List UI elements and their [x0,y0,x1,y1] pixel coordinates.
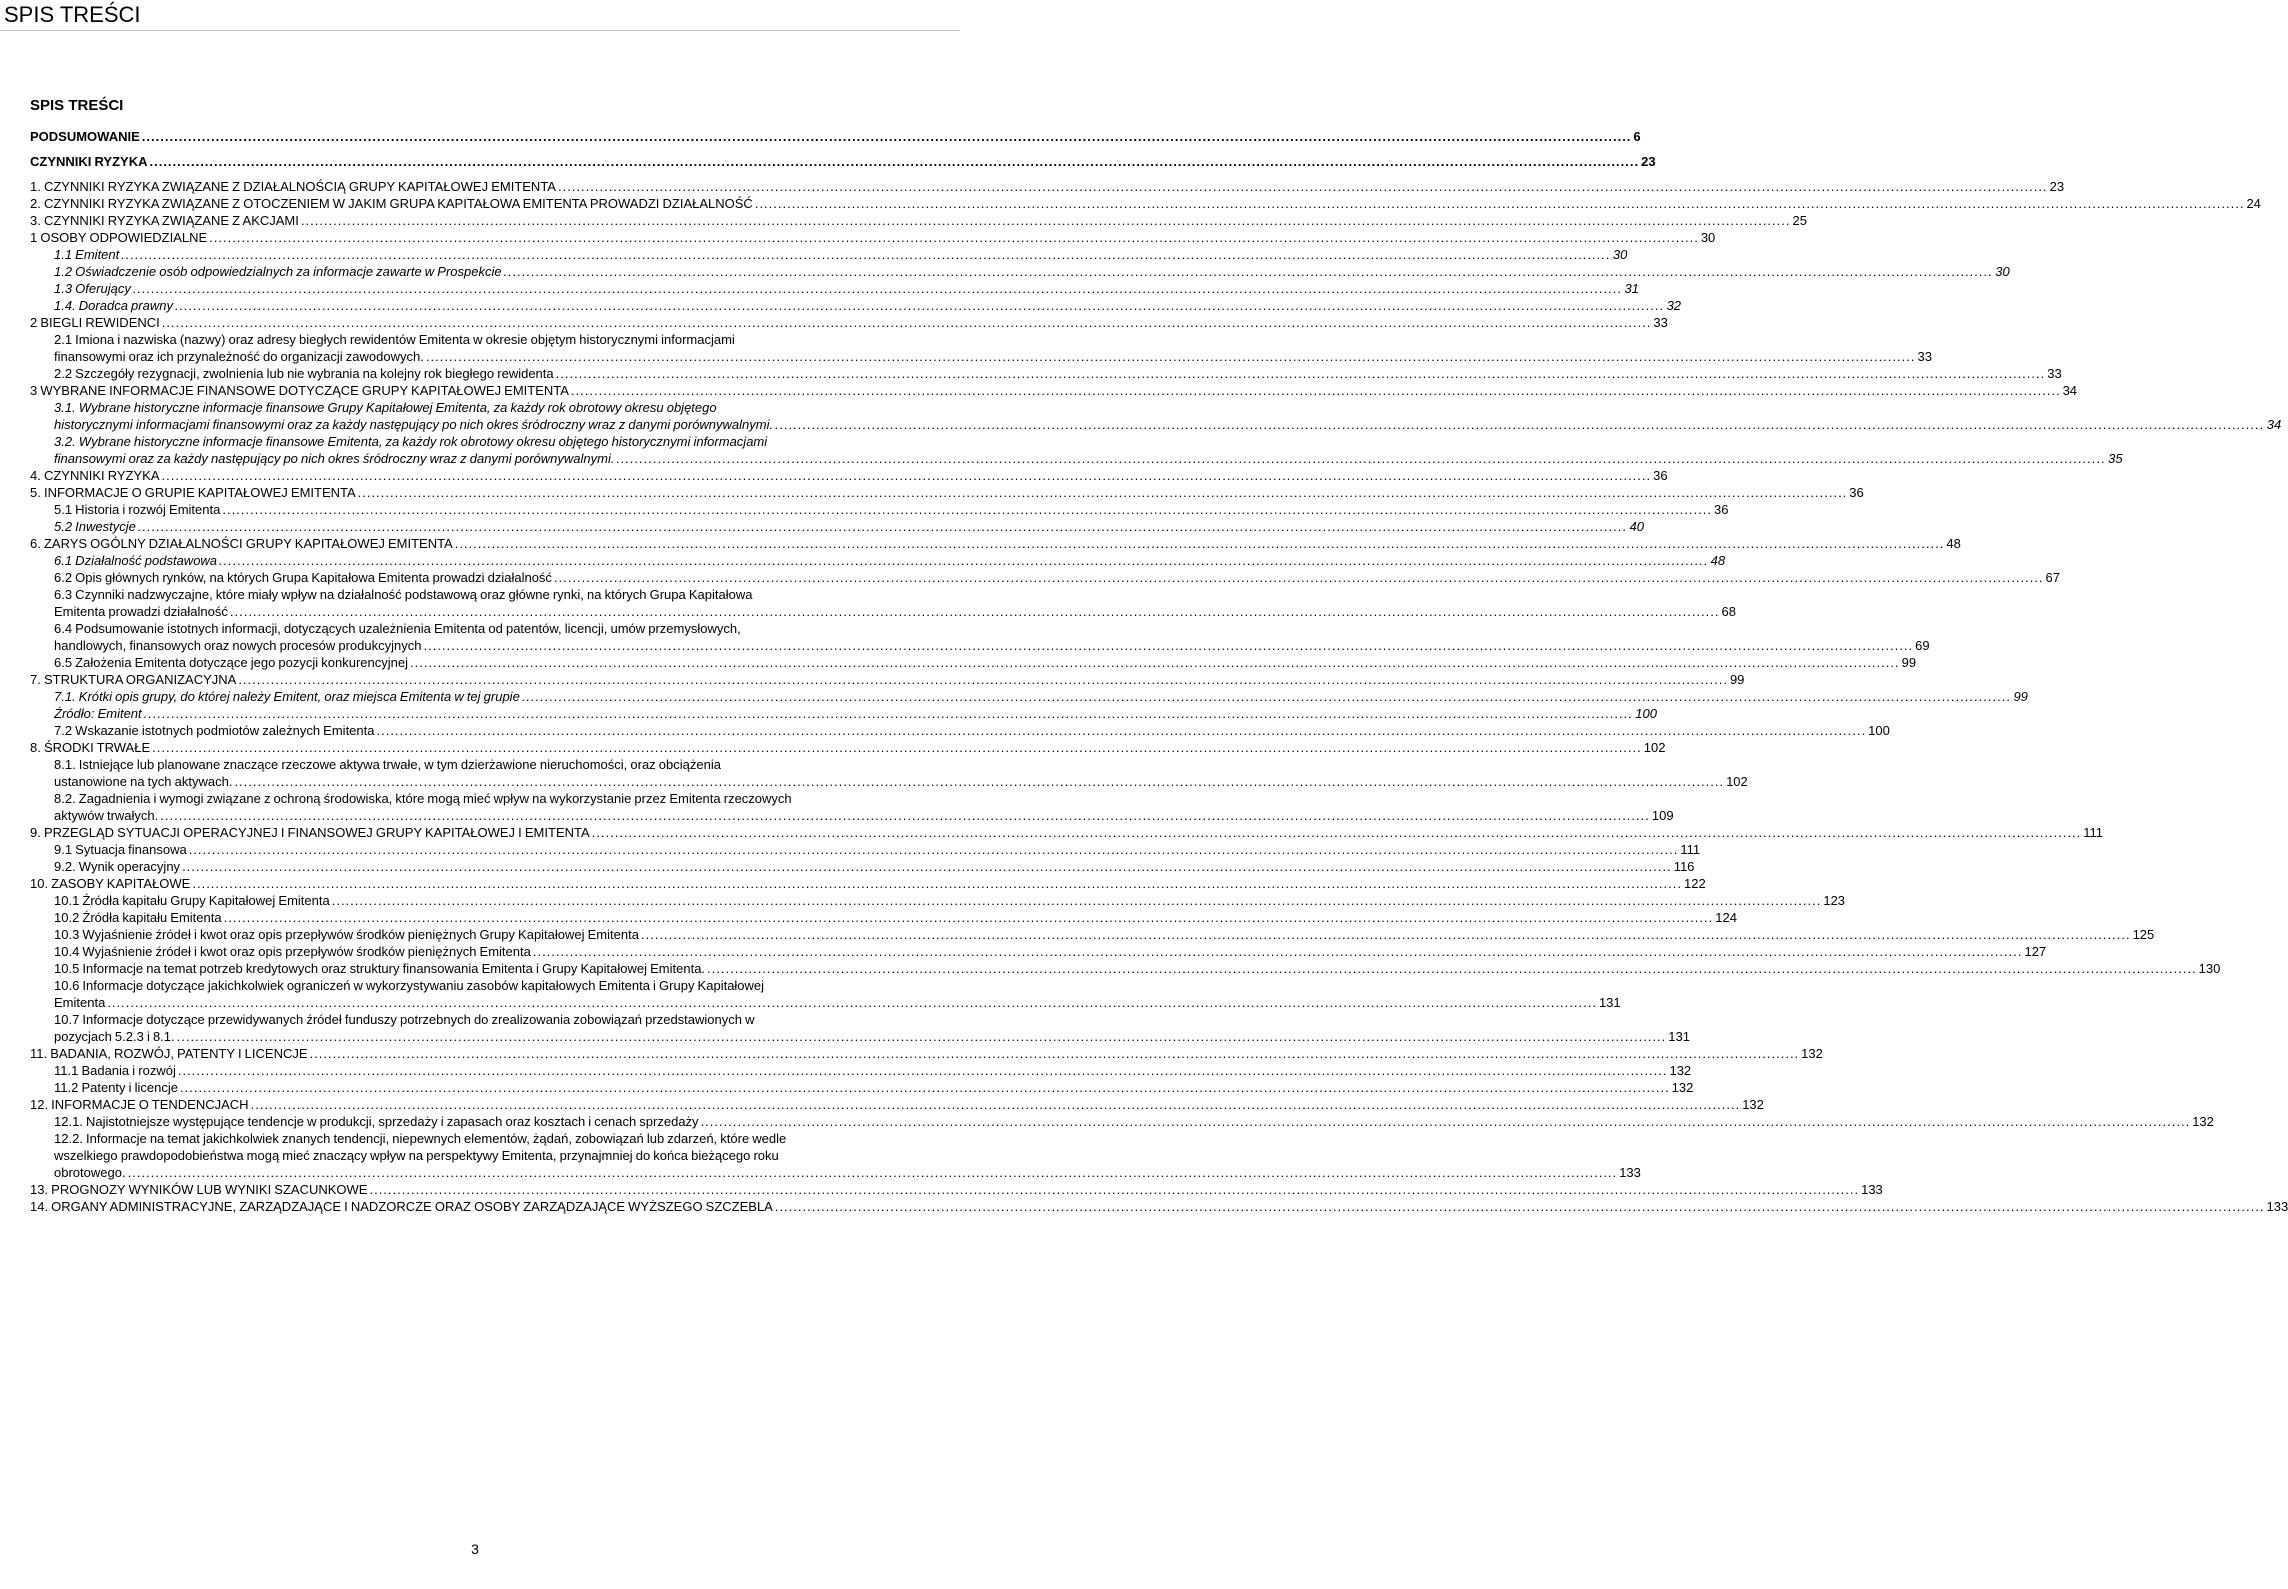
toc-entry-page: 33 [1917,349,1932,364]
dot-leader [128,1164,1618,1181]
toc-entry[interactable] [30,314,1668,331]
dot-leader [234,773,1724,790]
toc-entry-page: 102 [1726,774,1748,789]
toc-entry[interactable] [30,153,1656,171]
dot-leader [775,1198,2265,1215]
toc-entry-title-line: 6.4 Podsumowanie istotnych informacji, dotyczących uzależnienia Emitenta od patentów, licencji, umów przemysłowych, [54,621,741,636]
toc-entry-page: 24 [2246,196,2261,211]
toc-entry-page: 69 [1915,638,1930,653]
table-of-contents [30,128,2288,1215]
toc-entry-title: 9.1 Sytuacja finansowa [54,842,187,857]
toc-entry-page: 99 [1729,672,1745,687]
toc-entry-title-line: 8.2. Zagadnienia i wymogi związane z ochroną środowiska, które mogą mieć wpływ na wykorzystanie przez Emitenta rzeczowych [54,791,792,806]
toc-entry-page: 133 [2266,1199,2288,1214]
toc-entry-page: 131 [1598,995,1621,1010]
dot-leader [162,467,1652,484]
toc-entry-title: 11. BADANIA, ROZWÓJ, PATENTY I LICENCJE [30,1046,308,1061]
dot-leader [121,246,1611,263]
toc-entry-page: 25 [1792,213,1807,228]
toc-entry-title: 10.3 Wyjaśnienie źródeł i kwot oraz opis przepływów środków pieniężnych Grupy Kapitałowej Emitenta [54,927,639,942]
toc-entry[interactable] [54,790,1674,824]
toc-entry-page: 132 [1742,1097,1764,1112]
toc-entry-page: 33 [2047,366,2062,381]
toc-entry[interactable] [30,739,1666,756]
toc-entry-title-line: 3.2. Wybrane historyczne informacje finansowe Emitenta, za każdy rok obrotowy okresu objętego historycznymi informacjami [54,434,768,449]
toc-entry-title: 6.5 Założenia Emitenta dotyczące jego pozycji konkurencyjnej [54,655,408,670]
toc-entry[interactable] [30,1181,1883,1198]
toc-heading: SPIS TREŚCI [30,97,124,114]
toc-entry-title: 10.4 Wyjaśnienie źródeł i kwot oraz opis przepływów środków pieniężnych Emitenta [54,944,531,959]
toc-entry-title: finansowymi oraz za każdy następujący po nich okres śródroczny wraz z danymi porównywalnymi. [54,451,615,466]
toc-entry-title: 1. CZYNNIKI RYZYKA ZWIĄZANE Z DZIAŁALNOŚCIĄ GRUPY KAPITAŁOWEJ EMITENTA [30,179,556,194]
toc-entry-page: 33 [1653,315,1668,330]
toc-entry-title: 1.3 Oferujący [54,281,131,296]
toc-entry-page: 30 [1612,247,1628,262]
dot-leader [230,603,1720,620]
dot-leader [189,841,1679,858]
toc-entry-title: 7.1. Krótki opis grupy, do której należy Emitent, oraz miejsca Emitenta w tej grupie [54,689,520,704]
toc-entry-title: 1 OSOBY ODPOWIEDZIALNE [30,230,208,245]
toc-entry-title: 1.1 Emitent [54,247,120,262]
dot-leader [455,535,1945,552]
toc-entry[interactable] [54,1113,2214,1130]
toc-entry-title: 1.4. Doradca prawny [54,298,173,313]
toc-entry[interactable] [30,671,1745,688]
dot-leader [222,501,1712,518]
toc-entry[interactable] [30,178,2065,195]
toc-entry-title: Emitenta prowadzi działalność [54,604,228,619]
toc-entry[interactable] [30,1096,1764,1113]
toc-entry-page: 130 [2198,961,2221,976]
toc-entry[interactable] [30,535,1961,552]
dot-leader [180,1079,1670,1096]
toc-entry[interactable] [30,467,1668,484]
toc-entry[interactable] [30,212,1807,229]
dot-leader [377,722,1867,739]
dot-leader [144,705,1634,722]
toc-entry-title: 5.2 Inwestycje [54,519,136,534]
toc-entry-page: 32 [1666,298,1682,313]
toc-entry-page: 99 [1901,655,1917,670]
dot-leader [160,807,1650,824]
toc-entry[interactable] [54,705,1657,722]
toc-entry-title: 5.1 Historia i rozwój Emitenta [54,502,221,517]
toc-entry-page: 100 [1635,706,1657,721]
dot-leader [152,739,1642,756]
dot-leader [558,178,2048,195]
toc-entry-page: 36 [1713,502,1729,517]
toc-entry[interactable] [54,841,1701,858]
toc-entry-title: finansowymi oraz ich przynależność do organizacji zawodowych. [54,349,424,364]
toc-entry-title: aktywów trwałych. [54,808,159,823]
toc-entry[interactable] [54,756,1748,790]
toc-entry-page: 109 [1651,808,1674,823]
toc-entry[interactable] [54,552,1726,569]
toc-entry-title: CZYNNIKI RYZYKA [30,154,148,169]
toc-entry[interactable] [54,518,1644,535]
toc-entry[interactable] [30,484,1864,501]
toc-entry-title: Źródło: Emitent [54,706,142,721]
toc-entry-page: 132 [1671,1080,1694,1095]
toc-entry[interactable] [30,195,2261,212]
toc-entry-page: 30 [1995,264,2010,279]
toc-entry[interactable] [54,1130,1641,1181]
toc-entry-title-line: 6.3 Czynniki nadzwyczajne, które miały wpływ na działalność podstawową oraz główne rynki, na których Grupa Kapitałowa [54,587,753,602]
toc-entry-title: 9.2. Wynik operacyjny [54,859,181,874]
toc-entry-page: 99 [2013,689,2028,704]
toc-entry-title: 3. CZYNNIKI RYZYKA ZWIĄZANE Z AKCJAMI [30,213,299,228]
toc-entry-page: 122 [1683,876,1706,891]
toc-entry[interactable] [54,1062,1692,1079]
toc-entry-page: 123 [1823,893,1846,908]
toc-entry[interactable] [54,722,1890,739]
toc-entry-title: handlowych, finansowych oraz nowych procesów produkcyjnych [54,638,422,653]
toc-entry[interactable] [54,1011,1690,1045]
toc-entry-title-line: 10.7 Informacje dotyczące przewidywanych źródeł funduszy potrzebnych do zrealizowania zobowiązań przedstawionych w [54,1012,755,1027]
toc-entry-title: 5. INFORMACJE O GRUPIE KAPITAŁOWEJ EMITENTA [30,485,356,500]
toc-entry[interactable] [30,128,1641,146]
toc-entry-title: 1.2 Oświadczenie osób odpowiedzialnych za informacje zawarte w Prospekcie [54,264,502,279]
dot-leader [522,688,2012,705]
toc-entry-page: 68 [1721,604,1736,619]
toc-entry-title: 11.2 Patenty i licencje [54,1080,178,1095]
toc-entry[interactable] [54,960,2221,977]
toc-entry-page: 100 [1868,723,1890,738]
dot-leader [238,671,1728,688]
toc-entry[interactable] [54,586,1736,620]
toc-entry[interactable] [54,654,1917,671]
toc-entry-page: 127 [2024,944,2047,959]
toc-entry[interactable] [30,1045,1823,1062]
toc-entry-page: 6 [1633,129,1641,144]
toc-entry-title: 6.2 Opis głównych rynków, na których Grupa Kapitałowa Emitenta prowadzi działalność [54,570,552,585]
dot-leader [138,518,1628,535]
dot-leader [149,153,1639,171]
dot-leader [133,280,1623,297]
toc-entry-title: historycznymi informacjami finansowymi oraz za każdy następujący po nich okres śródroczny wraz z danymi porównywalnymi. [54,417,774,432]
toc-entry-page: 23 [1641,154,1656,169]
header-title: SPIS TREŚCI [4,2,141,27]
dot-leader [142,128,1632,146]
toc-entry[interactable] [54,569,2061,586]
toc-entry-title-line: 12.2. Informacje na temat jakichkolwiek znanych tendencji, niepewnych elementów, żądań, zobowiązań lub zdarzeń, które wedle [54,1131,787,1146]
toc-entry[interactable] [54,365,2062,382]
toc-entry[interactable] [54,1079,1694,1096]
toc-entry[interactable] [54,297,1682,314]
toc-entry[interactable] [54,892,1846,909]
toc-entry-page: 116 [1673,859,1695,874]
dot-leader [224,909,1714,926]
toc-entry-page: 132 [2192,1114,2214,1129]
dot-leader [533,943,2023,960]
toc-entry-title: 9. PRZEGLĄD SYTUACJI OPERACYJNEJ I FINANSOWEJ GRUPY KAPITAŁOWEJ I EMITENTA [30,825,590,840]
page-number: 3 [471,1541,479,1557]
toc-entry[interactable] [30,229,1716,246]
toc-entry-title: 10.5 Informacje na temat potrzeb kredytowych oraz struktury finansowania Emitenta i Grupy Kapitałowej Emitenta. [54,961,706,976]
dot-leader [107,994,1597,1011]
toc-entry[interactable] [54,688,2028,705]
dot-leader [177,1028,1667,1045]
dot-leader [369,1181,1859,1198]
toc-entry-title-line: 2.1 Imiona i nazwiska (nazwy) oraz adresy biegłych rewidentów Emitenta w okresie objętym historycznymi informacjami [54,332,735,347]
toc-entry[interactable] [54,246,1628,263]
toc-entry-page: 132 [1801,1046,1823,1061]
toc-entry-page: 36 [1653,468,1668,483]
toc-entry-title: 12. INFORMACJE O TENDENCJACH [30,1097,249,1112]
toc-entry[interactable] [54,433,2123,467]
toc-entry-page: 31 [1624,281,1639,296]
toc-entry-title-line: wszelkiego prawdopodobieństwa mogą mieć znaczący wpływ na perspektywy Emitenta, przynajmniej do końca bieżącego roku [54,1148,779,1163]
toc-entry[interactable] [30,382,2078,399]
toc-entry-title: Emitenta [54,995,106,1010]
toc-entry-title: 10.1 Źródła kapitału Grupy Kapitałowej Emitenta [54,893,330,908]
toc-entry-title: pozycjach 5.2.3 i 8.1. [54,1029,175,1044]
toc-entry-page: 125 [2132,927,2155,942]
toc-entry-page: 40 [1629,519,1644,534]
toc-entry-page: 133 [1619,1165,1641,1180]
toc-entry-page: 23 [2049,179,2065,194]
toc-entry[interactable] [30,875,1706,892]
toc-entry-title: 10.2 Źródła kapitału Emitenta [54,910,222,925]
dot-leader [301,212,1791,229]
toc-entry-page: 34 [2266,417,2282,432]
toc-entry-page: 35 [2108,451,2123,466]
dot-leader [251,1096,1741,1113]
dot-leader [755,195,2245,212]
toc-entry-page: 48 [1710,553,1726,568]
toc-entry[interactable] [54,399,2282,433]
toc-entry-page: 48 [1946,536,1961,551]
dot-leader [707,960,2197,977]
toc-entry-page: 124 [1715,910,1737,925]
toc-entry-title: 4. CZYNNIKI RYZYKA [30,468,160,483]
toc-entry-title: 7. STRUKTURA ORGANIZACYJNA [30,672,237,687]
dot-leader [592,824,2082,841]
toc-entry[interactable] [54,280,1639,297]
dot-leader [556,365,2046,382]
dot-leader [219,552,1709,569]
page-header [0,0,960,31]
toc-entry-page: 111 [2083,825,2104,840]
toc-entry-title: 2 BIEGLI REWIDENCI [30,315,160,330]
toc-entry-title: 6. ZARYS OGÓLNY DZIAŁALNOŚCI GRUPY KAPITAŁOWEJ EMITENTA [30,536,453,551]
dot-leader [504,263,1994,280]
dot-leader [182,858,1672,875]
toc-entry[interactable] [54,620,1930,654]
toc-entry[interactable] [54,331,1932,365]
toc-entry[interactable] [54,858,1695,875]
dot-leader [410,654,1900,671]
toc-entry-page: 131 [1668,1029,1690,1044]
dot-leader [162,314,1652,331]
toc-entry-page: 133 [1861,1182,1883,1197]
toc-entry[interactable] [54,501,1729,518]
toc-entry-page: 132 [1669,1063,1692,1078]
toc-entry-title: 11.1 Badania i rozwój [54,1063,176,1078]
toc-entry[interactable] [54,263,2010,280]
toc-entry-title: 12.1. Najistotniejsze występujące tendencje w produkcji, sprzedaży i zapasach oraz kosztach i cenach sprzedaży [54,1114,699,1129]
toc-entry-title: ustanowione na tych aktywach. [54,774,233,789]
toc-entry-title-line: 3.1. Wybrane historyczne informacje finansowe Grupy Kapitałowej Emitenta, za każdy rok obrotowy okresu objętego [54,400,717,415]
toc-entry-title: 2.2 Szczegóły rezygnacji, zwolnienia lub nie wybrania na kolejny rok biegłego rewidenta [54,366,554,381]
dot-leader [310,1045,1800,1062]
toc-entry-title: 8. ŚRODKI TRWAŁE [30,740,151,755]
dot-leader [554,569,2044,586]
toc-entry[interactable] [54,943,2047,960]
toc-entry[interactable] [54,909,1737,926]
toc-entry-title: 2. CZYNNIKI RYZYKA ZWIĄZANE Z OTOCZENIEM W JAKIM GRUPA KAPITAŁOWA EMITENTA PROWADZI DZIAŁALNOŚĆ [30,196,753,211]
toc-entry[interactable] [30,824,2104,841]
dot-leader [701,1113,2191,1130]
toc-entry-page: 30 [1700,230,1716,245]
toc-entry-title: 7.2 Wskazanie istotnych podmiotów zależnych Emitenta [54,723,375,738]
toc-entry-title: 13. PROGNOZY WYNIKÓW LUB WYNIKI SZACUNKOWE [30,1182,368,1197]
dot-leader [332,892,1822,909]
dot-leader [358,484,1848,501]
page-footer [0,1540,960,1558]
toc-entry-page: 102 [1643,740,1666,755]
toc-entry[interactable] [30,1198,2288,1215]
dot-leader [423,637,1913,654]
toc-entry-title: PODSUMOWANIE [30,129,140,144]
toc-entry-page: 36 [1849,485,1864,500]
toc-entry[interactable] [54,977,1621,1011]
dot-leader [175,297,1665,314]
toc-entry-title: 10. ZASOBY KAPITAŁOWE [30,876,191,891]
dot-leader [192,875,1682,892]
dot-leader [209,229,1699,246]
dot-leader [775,416,2265,433]
dot-leader [616,450,2106,467]
toc-entry-title-line: 10.6 Informacje dotyczące jakichkolwiek ograniczeń w wykorzystywaniu zasobów kapitałowych Emitenta i Grupy Kapitałowej [54,978,765,993]
toc-entry[interactable] [54,926,2155,943]
toc-entry-page: 111 [1680,842,1701,857]
toc-entry-title-line: 8.1. Istniejące lub planowane znaczące rzeczowe aktywa trwałe, w tym dzierżawione nieruchomości, oraz obciążenia [54,757,721,772]
toc-entry-page: 34 [2062,383,2078,398]
toc-entry-title: 14. ORGANY ADMINISTRACYJNE, ZARZĄDZAJĄCE I NADZORCZE ORAZ OSOBY ZARZĄDZAJĄCE WYŻSZEGO SZCZEBLA [30,1199,773,1214]
dot-leader [641,926,2131,943]
toc-entry-title: obrotowego. [54,1165,126,1180]
toc-entry-title: 3 WYBRANE INFORMACJE FINANSOWE DOTYCZĄCE GRUPY KAPITAŁOWEJ EMITENTA [30,383,569,398]
dot-leader [426,348,1916,365]
toc-entry-title: 6.1 Działalność podstawowa [54,553,218,568]
dot-leader [178,1062,1668,1079]
toc-entry-page: 67 [2045,570,2061,585]
dot-leader [571,382,2061,399]
